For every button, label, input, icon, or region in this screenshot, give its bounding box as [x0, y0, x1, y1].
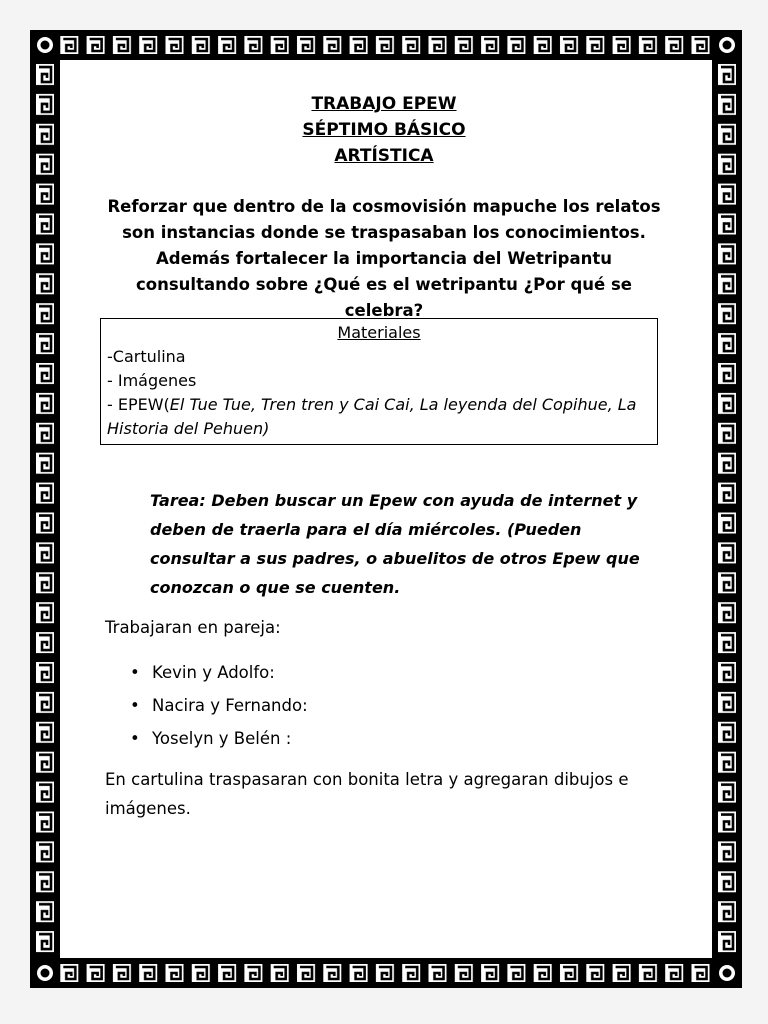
list-item	[130, 656, 308, 689]
epew-titles: El Tue Tue, Tren tren y Cai Cai, La leyenda del Copihue, La Historia del Pehuen)	[107, 395, 637, 438]
epew-prefix: - EPEW(	[107, 395, 170, 414]
title-line: SÉPTIMO BÁSICO	[302, 120, 466, 140]
pairs-list	[130, 656, 308, 755]
materials-heading: Materiales	[337, 323, 421, 342]
bullet-icon: •	[130, 696, 140, 715]
materials-item-epew	[107, 393, 651, 441]
pair-label: Yoselyn y Belén :	[152, 729, 292, 748]
bullet-icon: •	[130, 663, 140, 682]
materials-item: -Cartulina	[107, 347, 186, 366]
title-line: TRABAJO EPEW	[311, 94, 457, 114]
pair-label: Nacira y Fernando:	[152, 696, 308, 715]
bullet-icon: •	[130, 729, 140, 748]
list-item	[130, 722, 308, 755]
materials-box	[100, 318, 658, 445]
task-paragraph: Tarea: Deben buscar un Epew con ayuda de internet y deben de traerla para el día miércoles. (Pueden consultar a sus padres, o abuelitos de otros Epew que conozcan o que se cuenten.	[150, 491, 640, 597]
title-line: ARTÍSTICA	[334, 146, 434, 166]
intro-paragraph: Reforzar que dentro de la cosmovisión mapuche los relatos son instancias donde se traspasaban los conocimientos. Además fortalecer la importancia del Wetripantu consultando sobre ¿Qué es el wetripantu ¿Por qué se celebra?	[107, 197, 661, 320]
pairs-intro: Trabajaran en pareja:	[105, 618, 281, 637]
closing-paragraph: En cartulina traspasaran con bonita letra y agregaran dibujos e imágenes.	[105, 770, 629, 818]
list-item	[130, 689, 308, 722]
materials-item: - Imágenes	[107, 371, 197, 390]
pair-label: Kevin y Adolfo:	[152, 663, 275, 682]
